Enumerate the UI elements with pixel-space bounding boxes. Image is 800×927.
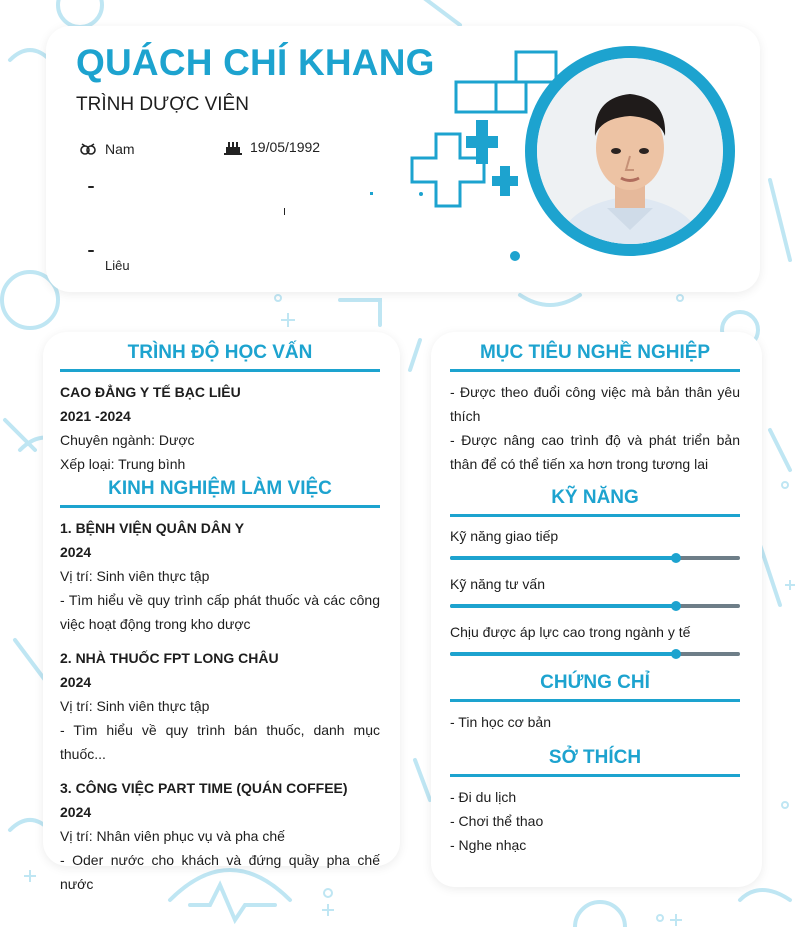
skill-bar-fill xyxy=(450,604,676,608)
experience-year: 2024 xyxy=(60,544,92,560)
hidden-contact-marker xyxy=(370,192,373,195)
gender-row xyxy=(79,141,135,157)
skill-bar-knob xyxy=(671,649,681,659)
skill-item xyxy=(450,621,740,656)
skill-name: Chịu được áp lực cao trong ngành y tế xyxy=(450,624,691,640)
education-section xyxy=(60,342,380,476)
experience-position: Vị trí: Nhân viên phục vụ và pha chế xyxy=(60,828,285,844)
skills-list xyxy=(450,525,740,656)
education-school: CAO ĐẲNG Y TẾ BẠC LIÊU xyxy=(60,384,241,400)
experience-description: - Tìm hiểu về quy trình bán thuốc, danh mục thuốc... xyxy=(60,722,380,762)
education-years: 2021 -2024 xyxy=(60,408,131,424)
gender-icon xyxy=(79,141,97,157)
cake-icon xyxy=(224,139,242,155)
experience-company: 1. BỆNH VIỆN QUÂN DÂN Y xyxy=(60,520,245,536)
experience-item xyxy=(60,646,380,766)
experience-position: Vị trí: Sinh viên thực tập xyxy=(60,568,210,584)
avatar xyxy=(525,46,735,256)
skills-title: KỸ NĂNG xyxy=(450,487,740,517)
skill-item xyxy=(450,573,740,608)
objective-line: - Được nâng cao trình độ và phát triển bản thân để có thể tiến xa hơn trong tương lai xyxy=(450,432,740,472)
hobbies-section xyxy=(450,747,740,857)
experience-description: - Tìm hiểu về quy trình cấp phát thuốc và các công việc hoạt động trong kho dược xyxy=(60,592,380,632)
skill-bar-fill xyxy=(450,556,676,560)
hobby-item: - Chơi thể thao xyxy=(450,813,544,829)
right-column-card xyxy=(431,332,762,887)
job-title: TRÌNH DƯỢC VIÊN xyxy=(76,94,249,115)
skill-name: Kỹ năng tư vấn xyxy=(450,576,545,592)
birthday-row xyxy=(224,139,320,155)
left-column-card xyxy=(43,332,400,892)
experience-description: - Oder nước cho khách và đứng quầy pha chế nước xyxy=(60,852,380,892)
skill-bar xyxy=(450,604,740,608)
experience-section xyxy=(60,478,380,896)
experience-item xyxy=(60,776,380,896)
skill-bar xyxy=(450,652,740,656)
hidden-contact-marker xyxy=(284,208,285,215)
experience-position: Vị trí: Sinh viên thực tập xyxy=(60,698,210,714)
skill-item xyxy=(450,525,740,560)
experience-company: 2. NHÀ THUỐC FPT LONG CHÂU xyxy=(60,650,279,666)
avatar-photo xyxy=(537,58,723,244)
skill-bar-knob xyxy=(671,553,681,563)
experience-year: 2024 xyxy=(60,804,92,820)
skills-section xyxy=(450,487,740,669)
birthday-value: 19/05/1992 xyxy=(250,139,321,155)
address-row xyxy=(105,258,130,273)
person-photo-illustration xyxy=(537,58,723,244)
header-card xyxy=(46,26,760,292)
hobbies-title: SỞ THÍCH xyxy=(450,747,740,777)
experience-year: 2024 xyxy=(60,674,92,690)
certificate-item: - Tin học cơ bản xyxy=(450,714,552,730)
decor-dot xyxy=(510,251,520,261)
hidden-contact-marker xyxy=(88,186,94,188)
skill-bar-knob xyxy=(671,601,681,611)
objective-line: - Được theo đuổi công việc mà bản thân yêu thích xyxy=(450,384,740,424)
skill-name: Kỹ năng giao tiếp xyxy=(450,528,559,544)
experience-title: KINH NGHIỆM LÀM VIỆC xyxy=(60,478,380,508)
education-title: TRÌNH ĐỘ HỌC VẤN xyxy=(60,342,380,372)
skill-bar xyxy=(450,556,740,560)
certificates-title: CHỨNG CHỈ xyxy=(450,672,740,702)
objective-title: MỤC TIÊU NGHỀ NGHIỆP xyxy=(450,342,740,372)
experience-company: 3. CÔNG VIỆC PART TIME (QUÁN COFFEE) xyxy=(60,780,348,796)
education-grade: Xếp loại: Trung bình xyxy=(60,456,186,472)
education-major: Chuyên ngành: Dược xyxy=(60,432,195,448)
certificates-section xyxy=(450,672,740,734)
skill-bar-fill xyxy=(450,652,676,656)
hidden-contact-marker xyxy=(88,250,94,252)
hobby-item: - Nghe nhạc xyxy=(450,837,527,853)
experience-item xyxy=(60,516,380,636)
hobby-item: - Đi du lịch xyxy=(450,789,517,805)
gender-value: Nam xyxy=(105,141,135,157)
objective-section xyxy=(450,342,740,476)
address-value: Liêu xyxy=(105,258,130,273)
candidate-name: QUÁCH CHÍ KHANG xyxy=(76,42,435,83)
